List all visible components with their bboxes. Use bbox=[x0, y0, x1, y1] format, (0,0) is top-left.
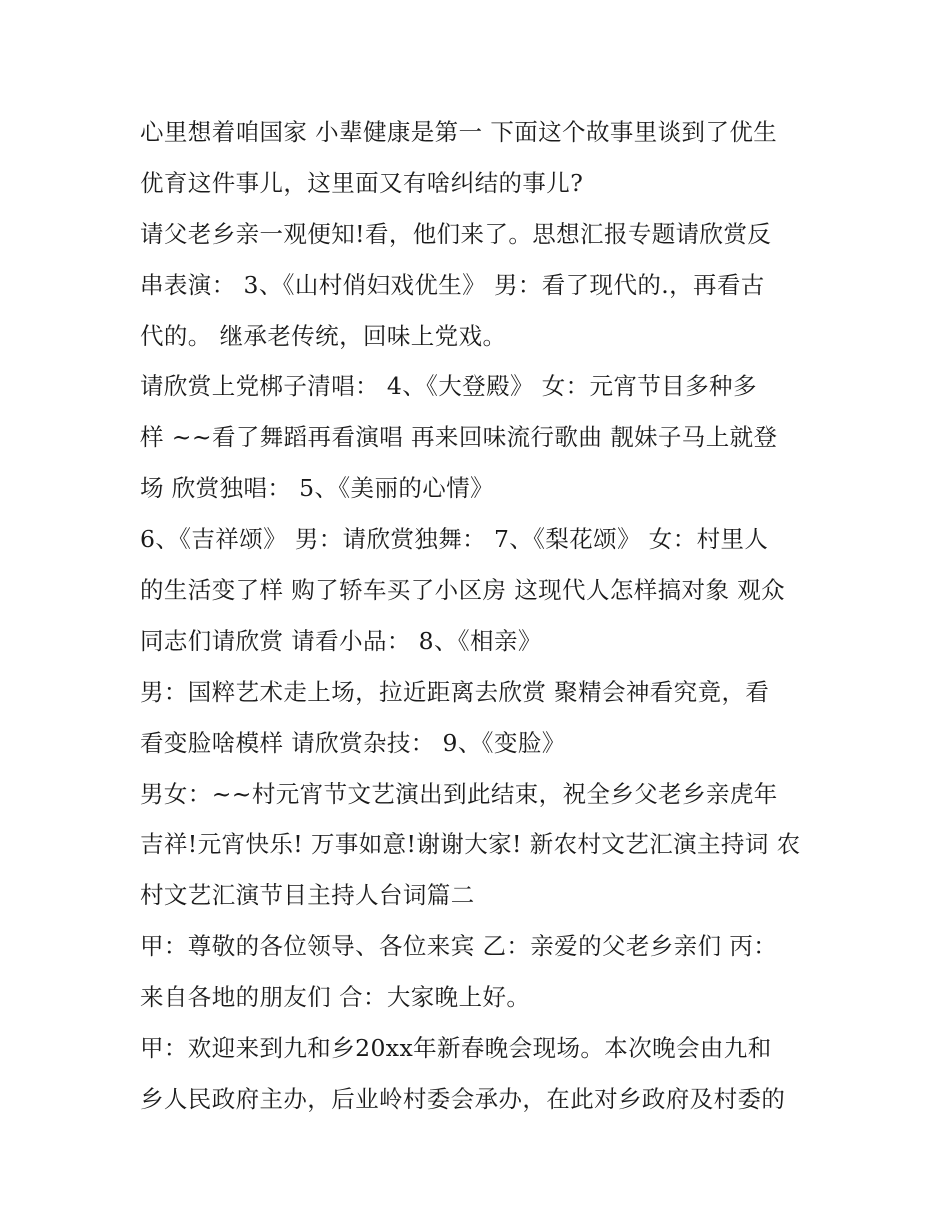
document-body bbox=[140, 107, 830, 1125]
text-line: 请父老乡亲一观便知!看，他们来了。思想汇报专题请欣赏反 bbox=[140, 219, 772, 248]
text-line: 的生活变了样 购了轿车买了小区房 这现代人怎样搞对象 观众 bbox=[140, 576, 786, 605]
text-line: 心里想着咱国家 小辈健康是第一 下面这个故事里谈到了优生 bbox=[140, 118, 778, 146]
text-line: 优育这件事儿，这里面又有啥纠结的事儿? bbox=[140, 168, 584, 197]
text-line: 来自各地的朋友们 合：大家晚上好。 bbox=[140, 983, 531, 1012]
text-line: 甲：欢迎来到九和乡20xx年新春晚会现场。本次晚会由九和 bbox=[140, 1034, 772, 1063]
text-line: 男女：~~村元宵节文艺演出到此结束，祝全乡父老乡亲虎年 bbox=[140, 779, 778, 808]
text-line: 请欣赏上党梆子清唱： 4、《大登殿》 女：元宵节目多种多 bbox=[140, 372, 757, 401]
text-line: 吉祥!元宵快乐! 万事如意!谢谢大家! 新农村文艺汇演主持词 农 bbox=[140, 830, 801, 859]
text-line: 6、《吉祥颂》 男：请欣赏独舞： 7、《梨花颂》 女：村里人 bbox=[140, 525, 769, 554]
text-line: 串表演： 3、《山村俏妇戏优生》 男：看了现代的.，再看古 bbox=[140, 270, 765, 299]
text-line: 男：国粹艺术走上场，拉近距离去欣赏 聚精会神看究竟，看 bbox=[140, 677, 770, 706]
text-line: 甲：尊敬的各位领导、各位来宾 乙：亲爱的父老乡亲们 丙： bbox=[140, 932, 778, 961]
text-line: 村文艺汇演节目主持人台词篇二 bbox=[140, 881, 475, 910]
text-line: 看变脸啥模样 请欣赏杂技： 9、《变脸》 bbox=[140, 728, 566, 757]
text-line: 代的。 继承老传统，回味上党戏。 bbox=[140, 321, 507, 350]
text-line: 乡人民政府主办，后业岭村委会承办，在此对乡政府及村委的 bbox=[140, 1084, 786, 1113]
text-line: 同志们请欣赏 请看小品： 8、《相亲》 bbox=[140, 626, 542, 655]
text-line: 样 ~~看了舞蹈再看演唱 再来回味流行歌曲 靓妹子马上就登 bbox=[140, 423, 778, 452]
text-line: 场 欣赏独唱： 5、《美丽的心情》 bbox=[140, 474, 494, 503]
